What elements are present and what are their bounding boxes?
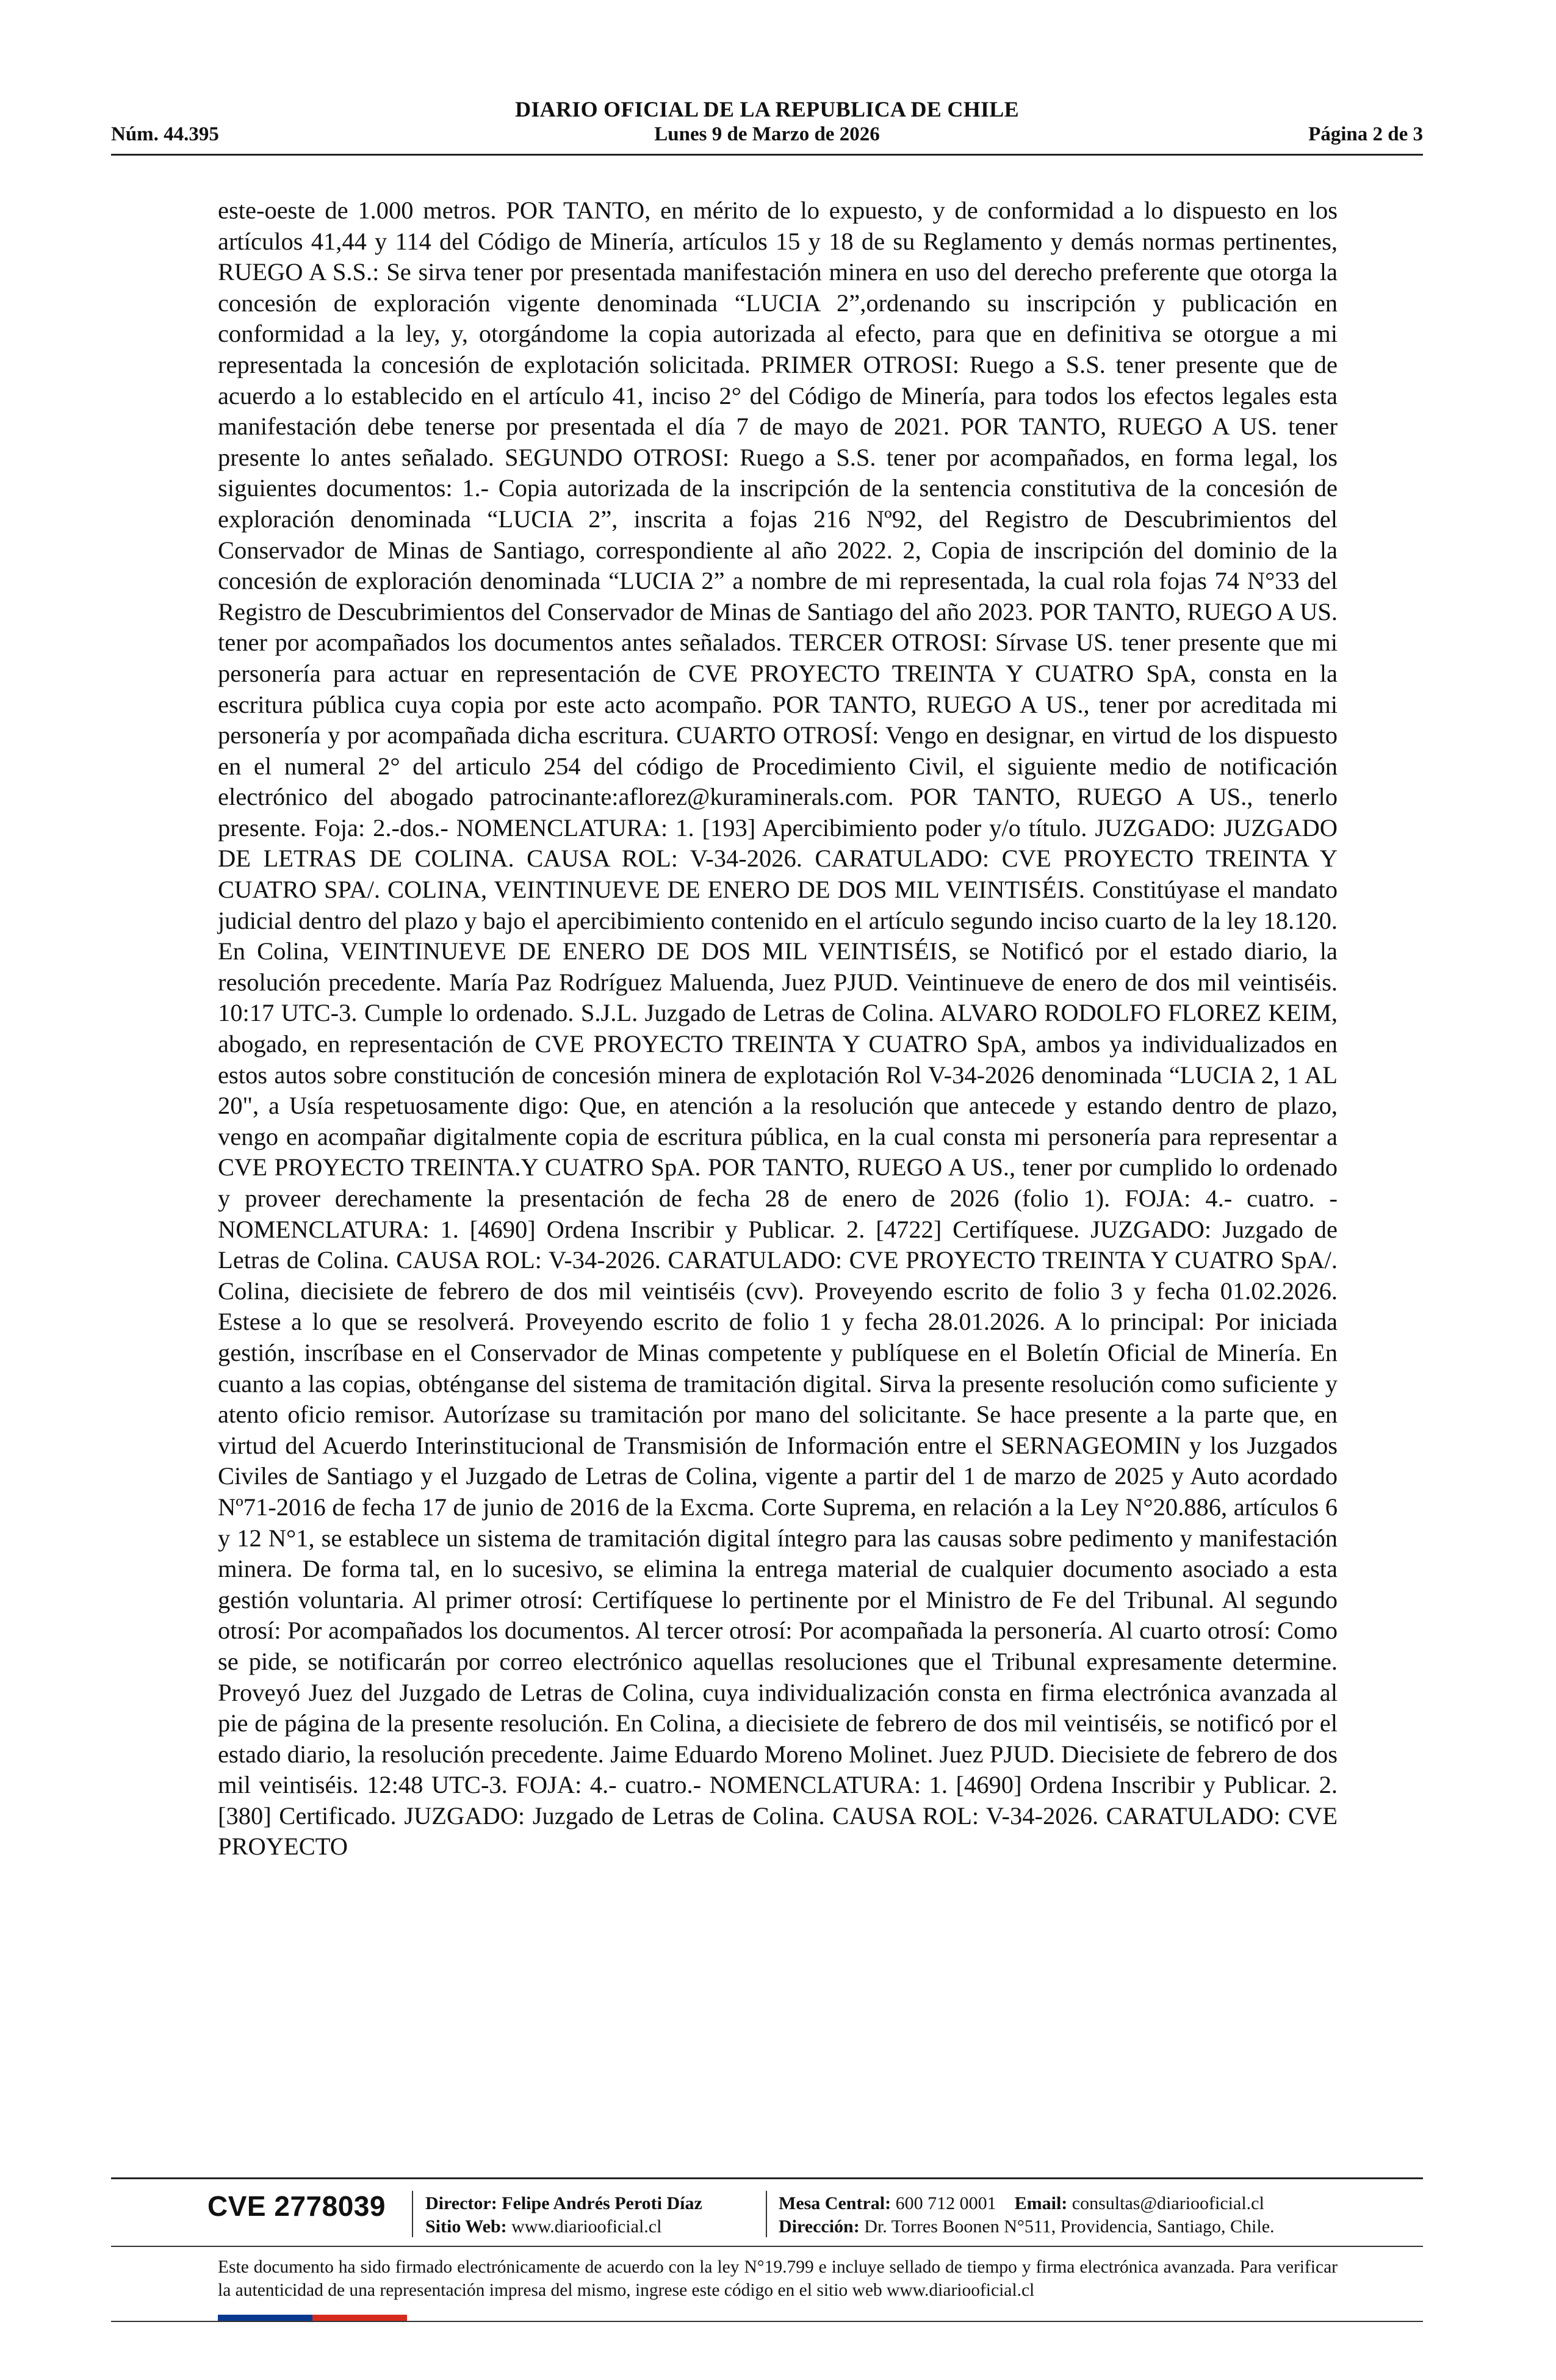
page-header [111,96,1423,155]
issue-date: Lunes 9 de Marzo de 2026 [654,123,880,145]
director-name: Felipe Andrés Peroti Díaz [502,2193,702,2213]
email-label: Email: [1014,2193,1068,2213]
flag-color-bar [218,2315,407,2321]
email-link[interactable]: consultas@diariooficial.cl [1072,2193,1264,2213]
phone-number: 600 712 0001 [895,2193,996,2213]
footer-contact-block [779,2192,1275,2238]
footer-divider-middle [111,2246,1423,2247]
publication-title: DIARIO OFICIAL DE LA REPUBLICA DE CHILE [515,97,1019,121]
flag-red-segment [312,2315,407,2321]
footer-director-block [425,2192,702,2238]
footer-divider-bottom [111,2321,1423,2322]
page-indicator: Página 2 de 3 [1308,123,1423,145]
website-label: Sitio Web: [425,2216,507,2237]
flag-blue-segment [218,2315,312,2321]
document-body: este-oeste de 1.000 metros. POR TANTO, en mérito de lo expuesto, y de conformidad a lo dispuesto en los artículos 41,44 y 114 del Código de Minería, artículos 15 y 18 de su Reglamento y demás normas pertinentes, RUEGO A S.S.: Se sirva tener por presentada manifestación minera en uso del derecho preferente que otorga la concesión de exploración vigente denominada “LUCIA 2”,ordenando su inscripción y publicación en conformidad a la ley, y, otorgándome la copia autorizada al efecto, para que en definitiva se otorgue a mi representada la concesión de explotación solicitada. PRIMER OTROSI: Ruego a S.S. tener presente que de acuerdo a lo establecido en el artículo 41, inciso 2° del Código de Minería, para todos los efectos legales esta manifestación debe tenerse por presentada el día 7 de mayo de 2021. POR TANTO, RUEGO A US. tener presente lo antes señalado. SEGUNDO OTROSI: Ruego a S.S. tener por acompañados, en forma legal, los siguientes documentos: 1.- Copia autorizada de la inscripción de la sentencia constitutiva de la concesión de exploración denominada “LUCIA 2”, inscrita a fojas 216 Nº92, del Registro de Descubrimientos del Conservador de Minas de Santiago, correspondiente al año 2022. 2, Copia de inscripción del dominio de la concesión de exploración denominada “LUCIA 2” a nombre de mi representada, la cual rola fojas 74 N°33 del Registro de Descubrimientos del Conservador de Minas de Santiago del año 2023. POR TANTO, RUEGO A US. tener por acompañados los documentos antes señalados. TERCER OTROSI: Sírvase US. tener presente que mi personería para actuar en representación de CVE PROYECTO TREINTA Y CUATRO SpA, consta en la escritura pública cuya copia por este acto acompaño. POR TANTO, RUEGO A US., tener por acreditada mi personería y por acompañada dicha escritura. CUARTO OTROSÍ: Vengo en designar, en virtud de los dispuesto en el numeral 2° del articulo 254 del código de Procedimiento Civil, el siguiente medio de notificación electrónico del abogado patrocinante:aflorez@kuraminerals.com. POR TANTO, RUEGO A US., tenerlo presente. Foja: 2.-dos.- NOMENCLATURA: 1. [193] Apercibimiento poder y/o título. JUZGADO: JUZGADO DE LETRAS DE COLINA. CAUSA ROL: V-34-2026. CARATULADO: CVE PROYECTO TREINTA Y CUATRO SPA/. COLINA, VEINTINUEVE DE ENERO DE DOS MIL VEINTISÉIS. Constitúyase el mandato judicial dentro del plazo y bajo el apercibimiento contenido en el artículo segundo inciso cuarto de la ley 18.120. En Colina, VEINTINUEVE DE ENERO DE DOS MIL VEINTISÉIS, se Notificó por el estado diario, la resolución precedente. María Paz Rodríguez Maluenda, Juez PJUD. Veintinueve de enero de dos mil veintiséis. 10:17 UTC-3. Cumple lo ordenado. S.J.L. Juzgado de Letras de Colina. ALVARO RODOLFO FLOREZ KEIM, abogado, en representación de CVE PROYECTO TREINTA Y CUATRO SpA, ambos ya individualizados en estos autos sobre constitución de concesión minera de explotación Rol V-34-2026 denominada “LUCIA 2, 1 AL 20", a Usía respetuosamente digo: Que, en atención a la resolución que antecede y estando dentro de plazo, vengo en acompañar digitalmente copia de escritura pública, en la cual consta mi personería para representar a CVE PROYECTO TREINTA.Y CUATRO SpA. POR TANTO, RUEGO A US., tener por cumplido lo ordenado y proveer derechamente la presentación de fecha 28 de enero de 2026 (folio 1). FOJA: 4.- cuatro. - NOMENCLATURA: 1. [4690] Ordena Inscribir y Publicar. 2. [4722] Certifíquese. JUZGADO: Juzgado de Letras de Colina. CAUSA ROL: V-34-2026. CARATULADO: CVE PROYECTO TREINTA Y CUATRO SpA/. Colina, diecisiete de febrero de dos mil veintiséis (cvv). Proveyendo escrito de folio 3 y fecha 01.02.2026. Estese a lo que se resolverá. Proveyendo escrito de folio 1 y fecha 28.01.2026. A lo principal: Por iniciada gestión, inscríbase en el Conservador de Minas competente y publíquese en el Boletín Oficial de Minería. En cuanto a las copias, obténganse del sistema de tramitación digital. Sirva la presente resolución como suficiente y atento oficio remisor. Autorízase su tramitación por mano del solicitante. Se hace presente a la parte que, en virtud del Acuerdo Interinstitucional de Transmisión de Información entre el SERNAGEOMIN y los Juzgados Civiles de Santiago y el Juzgado de Letras de Colina, vigente a partir del 1 de marzo de 2025 y Auto acordado Nº71-2016 de fecha 17 de junio de 2016 de la Excma. Corte Suprema, en relación a la Ley N°20.886, artículos 6 y 12 N°1, se establece un sistema de tramitación digital íntegro para las causas sobre pedimento y manifestación minera. De forma tal, en lo sucesivo, se elimina la entrega material de cualquier documento asociado a esta gestión voluntaria. Al primer otrosí: Certifíquese lo pertinente por el Ministro de Fe del Tribunal. Al segundo otrosí: Por acompañados los documentos. Al tercer otrosí: Por acompañada la personería. Al cuarto otrosí: Como se pide, se notificarán por correo electrónico aquellas resoluciones que el Tribunal expresamente determine. Proveyó Juez del Juzgado de Letras de Colina, cuya individualización consta en firma electrónica avanzada al pie de página de la presente resolución. En Colina, a diecisiete de febrero de dos mil veintiséis, se notificó por el estado diario, la resolución precedente. Jaime Eduardo Moreno Molinet. Juez PJUD. Diecisiete de febrero de dos mil veintiséis. 12:48 UTC-3. FOJA: 4.- cuatro.- NOMENCLATURA: 1. [4690] Ordena Inscribir y Publicar. 2. [380] Certificado. JUZGADO: Juzgado de Letras de Colina. CAUSA ROL: V-34-2026. CARATULADO: CVE PROYECTO [218,197,1338,1861]
footer-divider-top [111,2177,1423,2179]
address-label: Dirección: [779,2216,860,2237]
footer-separator [412,2191,413,2237]
cve-code: CVE 2778039 [207,2190,386,2222]
signature-disclaimer: Este documento ha sido firmado electrónicamente de acuerdo con la ley N°19.799 e incluye sellado de tiempo y firma electrónica avanzada. Para verificar la autenticidad de una representación impresa del mismo, ingrese este código en el sitio web www.diariooficial.cl [218,2257,1338,2300]
header-divider [111,154,1423,156]
director-label: Director: [425,2193,497,2213]
website-link[interactable]: www.diariooficial.cl [511,2216,662,2237]
footer-separator [766,2191,767,2237]
address: Dr. Torres Boonen N°511, Providencia, Santiago, Chile. [864,2216,1275,2237]
issue-number: Núm. 44.395 [111,123,219,145]
phone-label: Mesa Central: [779,2193,891,2213]
